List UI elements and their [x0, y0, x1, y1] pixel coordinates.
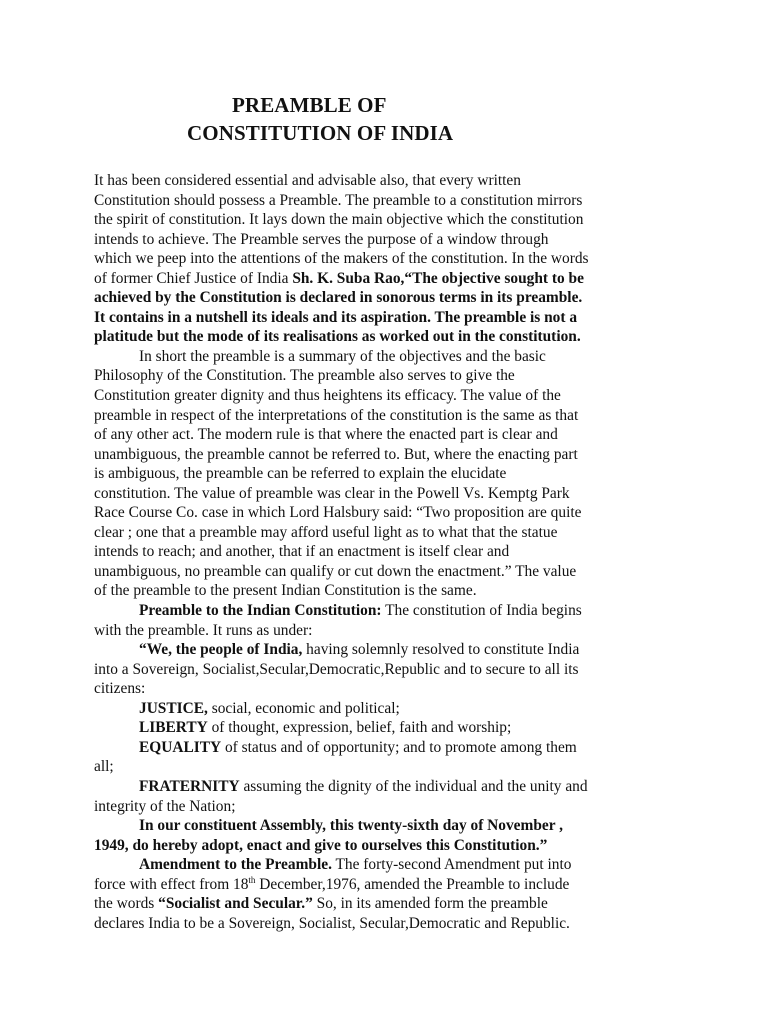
title-line-2: CONSTITUTION OF INDIA	[187, 121, 454, 145]
assembly-line: 1949, do hereby adopt, enact and give to ourselves this Constitution.”	[94, 836, 548, 854]
summary-line: constitution. The value of preamble was clear in the Powell Vs. Kemptg Park	[94, 484, 570, 502]
title-line-1: PREAMBLE OF	[232, 93, 387, 117]
summary-line: intends to reach; and another, that if an enactment is itself clear and	[94, 543, 510, 561]
amendment-line: the words	[94, 895, 159, 913]
intro-line: Constitution should possess a Preamble. The preamble to a constitution mirrors	[94, 191, 583, 209]
we-the-people: “We, the people of India,	[139, 641, 303, 659]
intro-lead: of former Chief Justice of India	[94, 269, 293, 287]
summary-line: is ambiguous, the preamble can be referred to explain the elucidate	[94, 465, 507, 483]
intro-line: intends to achieve. The Preamble serves the purpose of a window through	[94, 230, 549, 248]
summary-line: In short the preamble is a summary of the objectives and the basic	[139, 347, 546, 365]
paragraph-summary	[94, 347, 684, 601]
summary-line: Philosophy of the Constitution. The preamble also serves to give the	[94, 367, 515, 385]
summary-line: Constitution greater dignity and thus heightens its efficacy. The value of the	[94, 387, 561, 405]
summary-line: of the preamble to the present Indian Constitution is the same.	[94, 582, 477, 600]
liberty-text: of thought, expression, belief, faith and worship;	[207, 719, 512, 737]
intro-line: which we peep into the attentions of the makers of the constitution. In the words	[94, 250, 589, 268]
fraternity-line: integrity of the Nation;	[94, 797, 236, 815]
paragraph-we-the-people	[94, 640, 684, 699]
amendment-text: The forty-second Amendment put into	[331, 856, 572, 874]
clause-equality	[94, 738, 684, 777]
justice-text: social, economic and political;	[207, 699, 400, 717]
amendment-line: December,1976, amended the Preamble to include	[255, 875, 570, 893]
quote-line: It contains in a nutshell its ideals and its aspiration. The preamble is not a	[94, 308, 578, 326]
summary-line: Race Course Co. case in which Lord Halsbury said: “Two proposition are quite	[94, 504, 582, 522]
summary-line: preamble in respect of the interpretations of the constitution is the same as that	[94, 406, 579, 424]
summary-line: unambiguous, the preamble cannot be referred to. But, where the enacting part	[94, 445, 578, 463]
paragraph-intro	[94, 171, 684, 347]
quote-line: platitude but the mode of its realisations as worked out in the constitution.	[94, 328, 581, 346]
intro-line	[94, 270, 584, 287]
paragraph-preamble-intro	[94, 601, 684, 640]
preamble-intro-text: The constitution of India begins	[381, 602, 582, 620]
summary-line: unambiguous, no preamble can qualify or cut down the enactment.” The value	[94, 562, 577, 580]
ordinal-suffix: th	[248, 874, 256, 885]
quote-line: achieved by the Constitution is declared in sonorous terms in its preamble.	[94, 289, 583, 307]
liberty-term: LIBERTY	[139, 719, 208, 737]
equality-text: of status and of opportunity; and to promote among them	[221, 738, 577, 756]
equality-term: EQUALITY	[139, 738, 222, 756]
document-body	[94, 171, 684, 933]
equality-line: all;	[94, 758, 114, 776]
summary-line: clear ; one that a preamble may afford useful light as to what that the statue	[94, 523, 558, 541]
justice-term: JUSTICE,	[139, 699, 208, 717]
summary-line: of any other act. The modern rule is that where the enacted part is clear and	[94, 426, 558, 444]
clause-fraternity	[94, 777, 684, 816]
assembly-line: In our constituent Assembly, this twenty-sixth day of November ,	[139, 817, 563, 835]
justice-name: Sh. K. Suba Rao,	[292, 269, 405, 287]
amendment-heading: Amendment to the Preamble.	[139, 856, 332, 874]
clause-liberty	[94, 718, 684, 738]
amendment-line: force with effect from 18	[94, 875, 249, 893]
we-the-people-text: having solemnly resolved to constitute India	[302, 641, 580, 659]
preamble-heading: Preamble to the Indian Constitution:	[139, 602, 382, 620]
fraternity-text: assuming the dignity of the individual and the unity and	[239, 777, 588, 795]
socialist-secular: “Socialist and Secular.”	[158, 895, 313, 913]
amendment-line: So, in its amended form the preamble	[312, 895, 548, 913]
intro-line: the spirit of constitution. It lays down the main objective which the constitution	[94, 211, 584, 229]
fraternity-term: FRATERNITY	[139, 777, 240, 795]
we-the-people-line: into a Sovereign, Socialist,Secular,Democratic,Republic and to secure to all its	[94, 660, 579, 678]
amendment-line: declares India to be a Sovereign, Socialist, Secular,Democratic and Republic.	[94, 914, 570, 932]
quote-start: “The objective sought to be	[404, 269, 584, 287]
preamble-intro-line: with the preamble. It runs as under:	[94, 621, 313, 639]
paragraph-amendment	[94, 855, 684, 933]
intro-line: It has been considered essential and advisable also, that every written	[94, 172, 521, 189]
clause-assembly	[94, 816, 684, 855]
we-the-people-line: citizens:	[94, 680, 146, 698]
clause-justice	[94, 699, 684, 719]
